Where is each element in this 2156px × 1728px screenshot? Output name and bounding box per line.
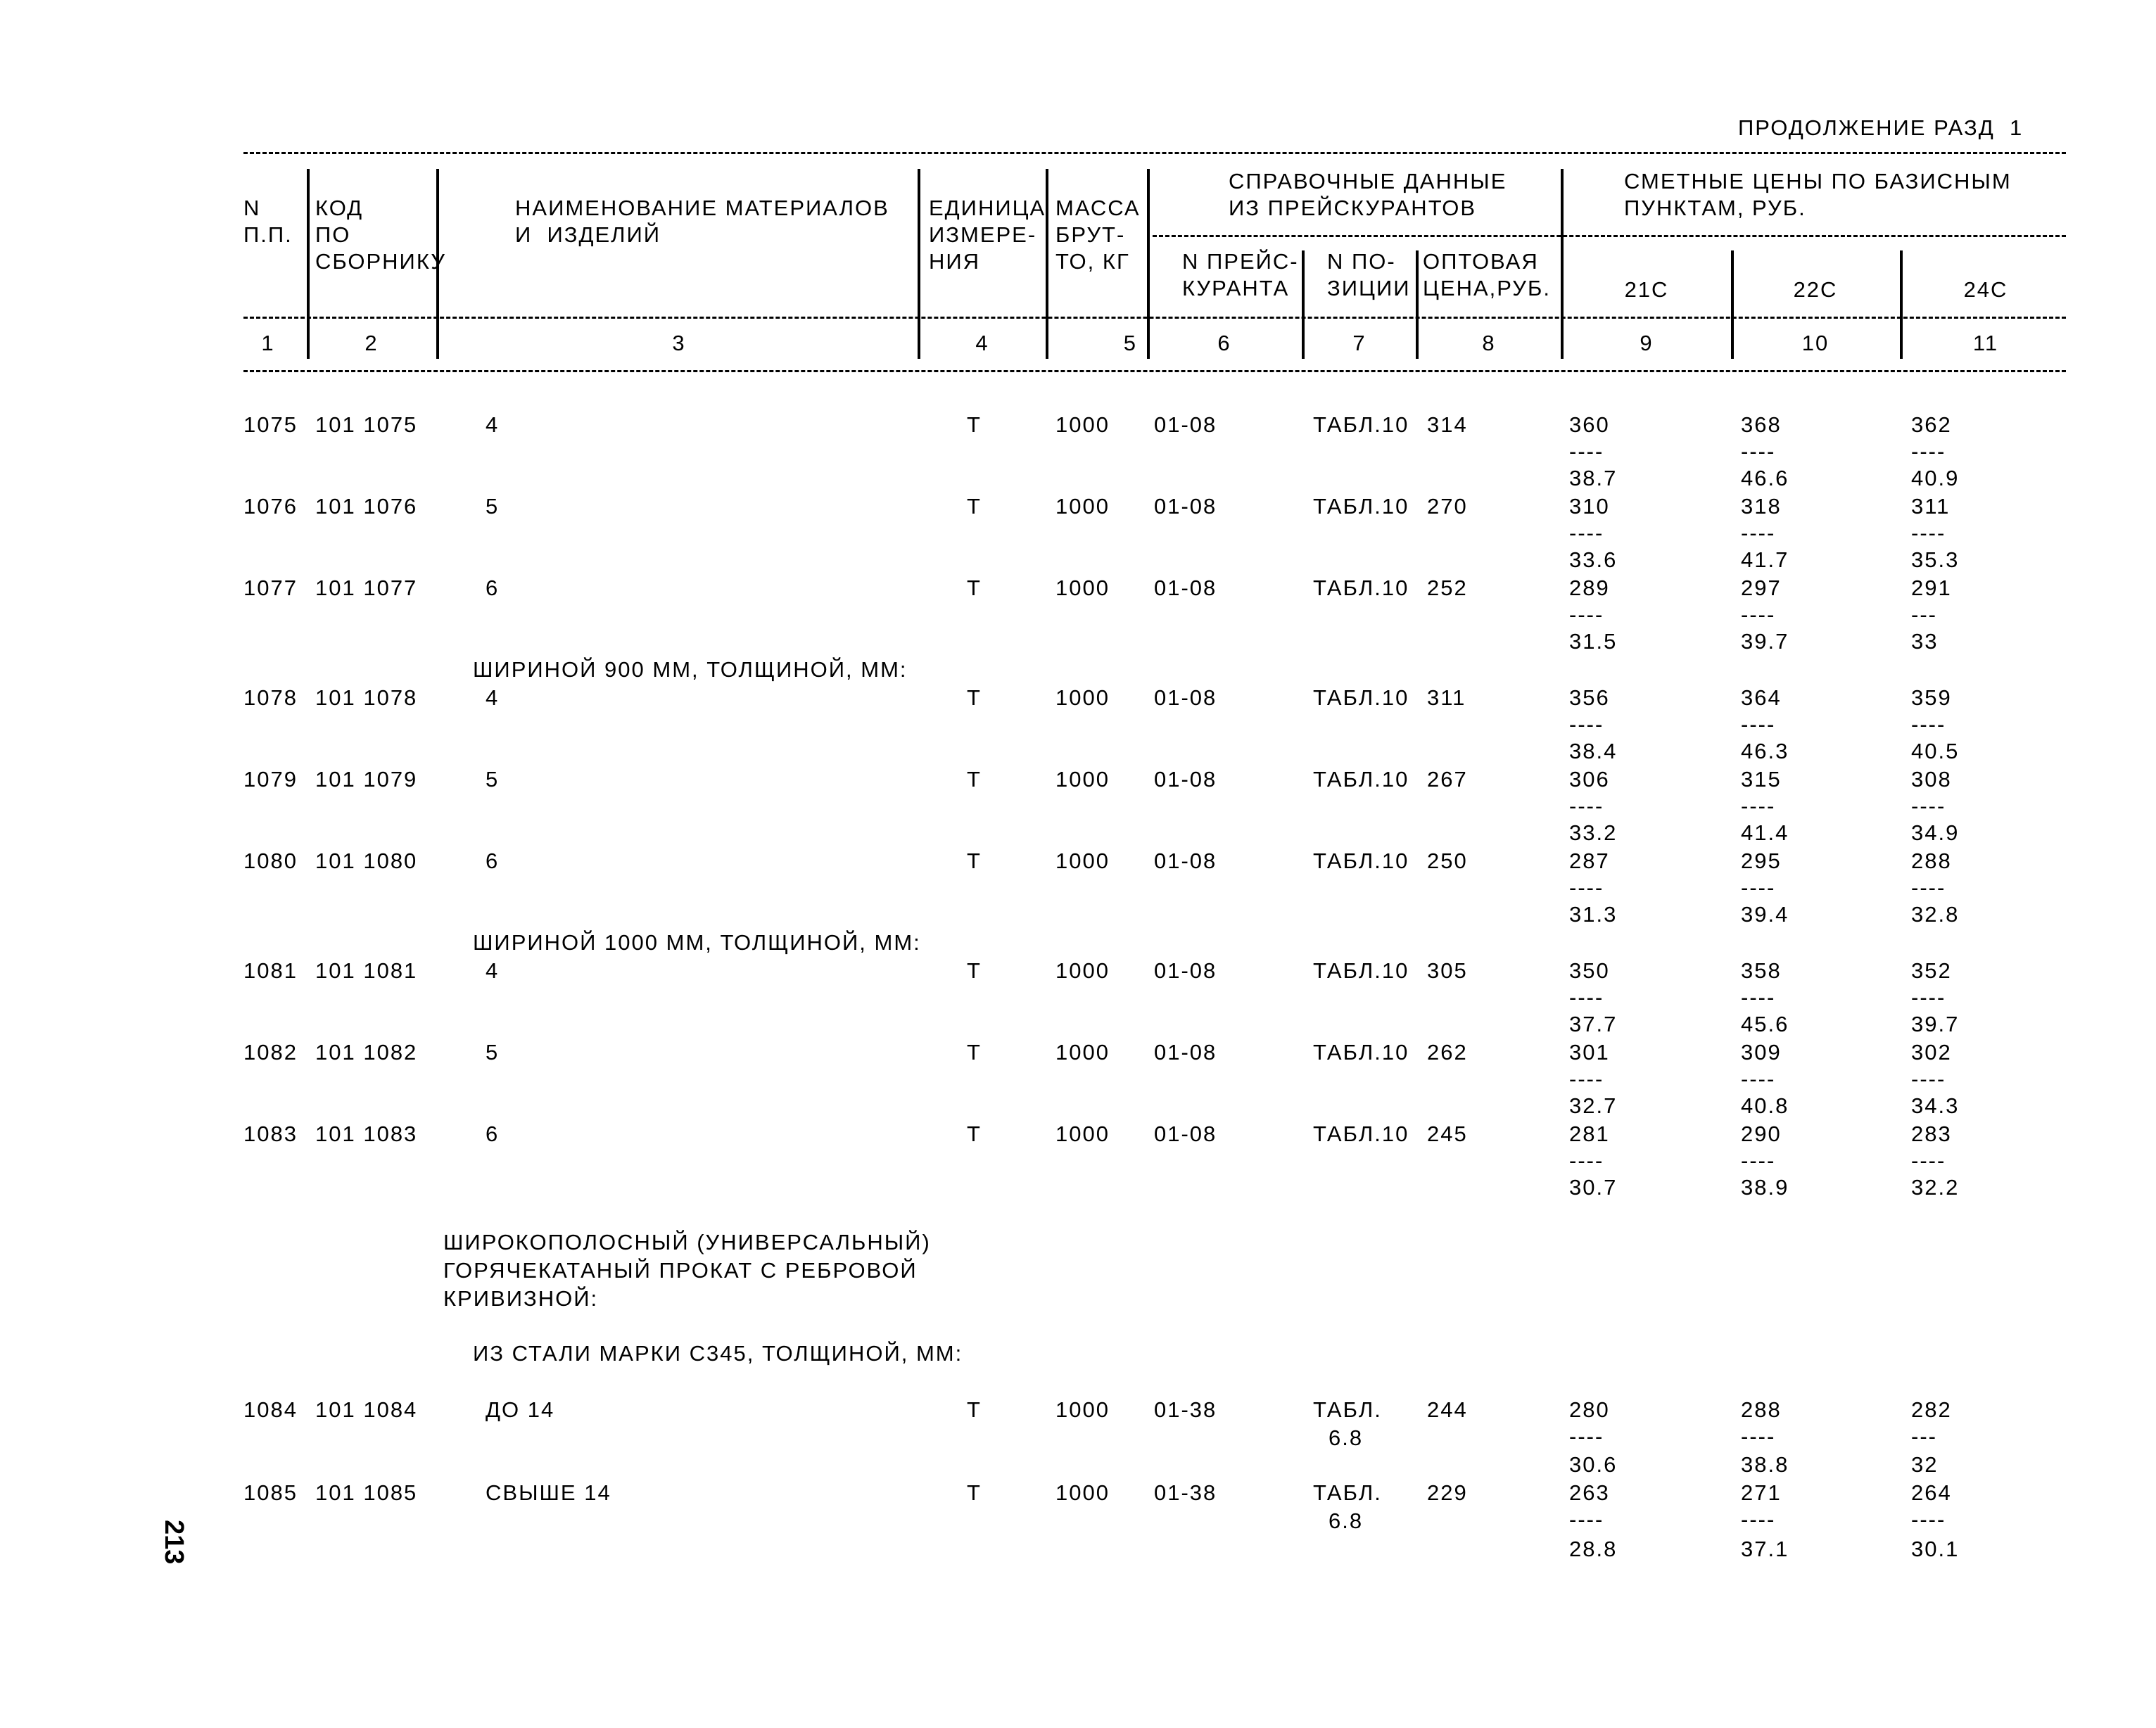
row-position: ТАБЛ.10 [1313,412,1409,437]
row-code: 101 1085 [315,1480,418,1505]
fraction-line: ---- [1569,602,1604,627]
row-name: 4 [486,685,500,710]
row-number: 1075 [243,412,298,437]
price-group-line2: ПУНКТАМ, РУБ. [1624,196,1806,220]
fraction-line: ---- [1569,875,1604,900]
row-wholesale-price: 314 [1427,412,1468,437]
colnum-6: 6 [1217,331,1231,355]
row-pricelist: 01-08 [1154,767,1217,792]
sub-24c: 40.5 [1911,739,1960,763]
price-21c: 289 [1569,576,1610,600]
fraction-line: ---- [1569,521,1604,545]
row-code: 101 1080 [315,849,418,873]
row-position: ТАБЛ.10 [1313,767,1409,792]
sub-21c: 30.6 [1569,1452,1618,1477]
fraction-line: ---- [1741,1507,1776,1532]
col8-line2: ЦЕНА,РУБ. [1423,276,1551,300]
row-number: 1083 [243,1122,298,1146]
section-title-wide-3: КРИВИЗНОЙ: [443,1286,599,1311]
sub-24c: 32 [1911,1452,1939,1477]
row-mass: 1000 [1055,1480,1110,1505]
row-position: ТАБЛ.10 [1313,1040,1409,1065]
price-24c: 362 [1911,412,1952,437]
header-bottom-rule [243,370,2066,372]
row-mass: 1000 [1055,685,1110,710]
col-sep-9 [1731,250,1734,359]
price-22c: 315 [1741,767,1782,792]
colnum-5: 5 [1123,331,1137,355]
fraction-line: ---- [1911,875,1946,900]
fraction-line: ---- [1911,985,1946,1010]
sub-21c: 31.3 [1569,902,1618,927]
fraction-line: ---- [1569,1148,1604,1173]
fraction-line: ---- [1741,439,1776,464]
row-number: 1079 [243,767,298,792]
col1-line1: N [243,196,261,220]
row-position: ТАБЛ.10 [1313,685,1409,710]
col3-line1: НАИМЕНОВАНИЕ МАТЕРИАЛОВ [515,196,889,220]
price-22c: 368 [1741,412,1782,437]
price-22c: 297 [1741,576,1782,600]
col-sep-5 [1147,169,1150,359]
colnum-7: 7 [1352,331,1366,355]
row-pricelist: 01-38 [1154,1397,1217,1422]
price-22c: 358 [1741,958,1782,983]
col6-line1: N ПРЕЙС- [1182,249,1299,274]
row-pricelist: 01-08 [1154,576,1217,600]
col5-line2: БРУТ- [1055,222,1126,247]
price-21c: 310 [1569,494,1610,519]
row-name: 4 [486,958,500,983]
row-code: 101 1083 [315,1122,418,1146]
price-21c: 356 [1569,685,1610,710]
row-unit: Т [967,1122,982,1146]
row-position: ТАБЛ.10 [1313,494,1409,519]
fraction-line: ---- [1741,602,1776,627]
row-mass: 1000 [1055,767,1110,792]
sub-24c: 33 [1911,629,1939,654]
fraction-line: ---- [1741,712,1776,737]
colnum-9: 9 [1640,331,1654,355]
fraction-line: ---- [1911,1507,1946,1532]
row-pricelist: 01-08 [1154,1122,1217,1146]
fraction-line: ---- [1911,521,1946,545]
row-wholesale-price: 305 [1427,958,1468,983]
row-number: 1080 [243,849,298,873]
row-name: 5 [486,767,500,792]
row-pricelist: 01-38 [1154,1480,1217,1505]
row-unit: Т [967,412,982,437]
fraction-line: --- [1911,1424,1937,1449]
fraction-line: ---- [1911,1067,1946,1091]
fraction-line: ---- [1741,875,1776,900]
row-name: 5 [486,1040,500,1065]
row-number: 1085 [243,1480,298,1505]
col4-line1: ЕДИНИЦА [929,196,1046,220]
row-code: 101 1076 [315,494,418,519]
row-name: 6 [486,1122,500,1146]
sub-24c: 34.3 [1911,1093,1960,1118]
row-unit: Т [967,849,982,873]
fraction-line: ---- [1569,1067,1604,1091]
price-22c: 271 [1741,1480,1782,1505]
row-mass: 1000 [1055,494,1110,519]
row-wholesale-price: 229 [1427,1480,1468,1505]
price-22c: 309 [1741,1040,1782,1065]
fraction-line: ---- [1911,439,1946,464]
price-22c: 364 [1741,685,1782,710]
row-wholesale-price: 252 [1427,576,1468,600]
price-24c: 308 [1911,767,1952,792]
sub-21c: 32.7 [1569,1093,1618,1118]
sub-22c: 39.4 [1741,902,1789,927]
colnum-4: 4 [975,331,989,355]
sub-21c: 38.7 [1569,466,1618,490]
row-pricelist: 01-08 [1154,685,1217,710]
section-title-900: ШИРИНОЙ 900 ММ, ТОЛЩИНОЙ, ММ: [473,657,908,682]
row-name: 5 [486,494,500,519]
row-name: 6 [486,849,500,873]
price-22c: 288 [1741,1397,1782,1422]
fraction-line: ---- [1569,1424,1604,1449]
price-24c: 302 [1911,1040,1952,1065]
row-mass: 1000 [1055,849,1110,873]
row-position-line2: 6.8 [1329,1425,1364,1450]
row-mass: 1000 [1055,576,1110,600]
row-mass: 1000 [1055,1122,1110,1146]
row-wholesale-price: 262 [1427,1040,1468,1065]
row-position: ТАБЛ.10 [1313,576,1409,600]
row-position: ТАБЛ. [1313,1480,1382,1505]
col4-line2: ИЗМЕРЕ- [929,222,1037,247]
col11-header: 24С [1963,277,2008,302]
sub-22c: 38.8 [1741,1452,1789,1477]
sub-22c: 40.8 [1741,1093,1789,1118]
price-22c: 290 [1741,1122,1782,1146]
sub-24c: 30.1 [1911,1537,1960,1561]
row-mass: 1000 [1055,1397,1110,1422]
row-number: 1082 [243,1040,298,1065]
fraction-line: ---- [1569,439,1604,464]
sub-21c: 28.8 [1569,1537,1618,1561]
row-unit: Т [967,1480,982,1505]
sub-24c: 35.3 [1911,547,1960,572]
row-number: 1076 [243,494,298,519]
row-name: ДО 14 [486,1397,555,1422]
fraction-line: ---- [1569,794,1604,818]
col-sep-3 [918,169,920,359]
row-code: 101 1078 [315,685,418,710]
sub-22c: 41.7 [1741,547,1789,572]
col3-line2: И ИЗДЕЛИЙ [515,222,661,247]
colnum-11: 11 [1972,331,1999,355]
row-unit: Т [967,767,982,792]
col4-line3: НИЯ [929,249,981,274]
row-mass: 1000 [1055,1040,1110,1065]
header-top-rule [243,152,2066,154]
fraction-line: ---- [1741,1424,1776,1449]
row-position: ТАБЛ.10 [1313,1122,1409,1146]
sub-22c: 39.7 [1741,629,1789,654]
fraction-line: ---- [1569,985,1604,1010]
col6-line2: КУРАНТА [1182,276,1290,300]
sub-21c: 31.5 [1569,629,1618,654]
row-wholesale-price: 267 [1427,767,1468,792]
col-sep-7 [1416,250,1419,359]
page-number: 213 [159,1520,189,1565]
row-code: 101 1077 [315,576,418,600]
price-24c: 282 [1911,1397,1952,1422]
sub-21c: 33.2 [1569,820,1618,845]
price-group-line1: СМЕТНЫЕ ЦЕНЫ ПО БАЗИСНЫМ [1624,169,2012,193]
sub-24c: 32.8 [1911,902,1960,927]
ref-group-line2: ИЗ ПРЕЙСКУРАНТОВ [1229,196,1477,220]
row-pricelist: 01-08 [1154,958,1217,983]
row-number: 1084 [243,1397,298,1422]
col-sep-6 [1302,250,1305,359]
fraction-line: ---- [1911,1148,1946,1173]
sub-22c: 45.6 [1741,1012,1789,1036]
row-unit: Т [967,958,982,983]
sub-22c: 41.4 [1741,820,1789,845]
row-wholesale-price: 270 [1427,494,1468,519]
fraction-line: --- [1911,602,1937,627]
col5-line1: МАССА [1055,196,1141,220]
continuation-label: ПРОДОЛЖЕНИЕ РАЗД 1 [1738,115,2024,140]
price-21c: 281 [1569,1122,1610,1146]
fraction-line: ---- [1741,794,1776,818]
row-position-line2: 6.8 [1329,1508,1364,1533]
section-title-wide-2: ГОРЯЧЕКАТАНЫЙ ПРОКАТ С РЕБРОВОЙ [443,1258,918,1283]
row-position: ТАБЛ. [1313,1397,1382,1422]
price-24c: 359 [1911,685,1952,710]
section-title-c345: ИЗ СТАЛИ МАРКИ С345, ТОЛЩИНОЙ, ММ: [473,1341,963,1366]
sub-24c: 32.2 [1911,1175,1960,1200]
row-name: 4 [486,412,500,437]
col-sep-10 [1900,250,1903,359]
header-group-rule [1153,235,2066,237]
sub-21c: 37.7 [1569,1012,1618,1036]
sub-24c: 39.7 [1911,1012,1960,1036]
row-wholesale-price: 250 [1427,849,1468,873]
colnum-2: 2 [364,331,379,355]
price-21c: 287 [1569,849,1610,873]
col-sep-8 [1561,169,1564,359]
section-title-1000: ШИРИНОЙ 1000 ММ, ТОЛЩИНОЙ, ММ: [473,930,921,955]
row-code: 101 1081 [315,958,418,983]
sub-22c: 37.1 [1741,1537,1789,1561]
price-24c: 283 [1911,1122,1952,1146]
col7-line1: N ПО- [1327,249,1396,274]
sub-21c: 38.4 [1569,739,1618,763]
colnum-8: 8 [1482,331,1496,355]
col7-line2: ЗИЦИИ [1327,276,1411,300]
row-number: 1077 [243,576,298,600]
price-24c: 291 [1911,576,1952,600]
col5-line3: ТО, КГ [1055,249,1130,274]
col10-header: 22С [1793,277,1838,302]
fraction-line: ---- [1741,521,1776,545]
row-number: 1078 [243,685,298,710]
col2-line2: ПО [315,222,351,247]
row-unit: Т [967,685,982,710]
row-unit: Т [967,1397,982,1422]
row-code: 101 1082 [315,1040,418,1065]
sub-21c: 33.6 [1569,547,1618,572]
sub-22c: 38.9 [1741,1175,1789,1200]
fraction-line: ---- [1569,712,1604,737]
price-24c: 311 [1911,494,1951,519]
colnum-10: 10 [1801,331,1830,355]
fraction-line: ---- [1569,1507,1604,1532]
col2-line3: СБОРНИКУ [315,249,446,274]
sub-21c: 30.7 [1569,1175,1618,1200]
header-mid-rule [243,317,2066,319]
fraction-line: ---- [1741,1148,1776,1173]
row-pricelist: 01-08 [1154,849,1217,873]
price-21c: 360 [1569,412,1610,437]
row-pricelist: 01-08 [1154,1040,1217,1065]
col-sep-4 [1046,169,1048,359]
row-code: 101 1079 [315,767,418,792]
col9-header: 21С [1624,277,1669,302]
col2-line1: КОД [315,196,364,220]
row-name: 6 [486,576,500,600]
price-21c: 263 [1569,1480,1610,1505]
col8-line1: ОПТОВАЯ [1423,249,1539,274]
price-21c: 301 [1569,1040,1610,1065]
price-22c: 318 [1741,494,1782,519]
row-mass: 1000 [1055,412,1110,437]
row-name: СВЫШЕ 14 [486,1480,611,1505]
sub-24c: 34.9 [1911,820,1960,845]
price-24c: 352 [1911,958,1952,983]
fraction-line: ---- [1911,712,1946,737]
sub-22c: 46.3 [1741,739,1789,763]
colnum-1: 1 [261,331,275,355]
row-wholesale-price: 311 [1427,685,1466,710]
row-wholesale-price: 244 [1427,1397,1468,1422]
price-22c: 295 [1741,849,1782,873]
row-code: 101 1084 [315,1397,418,1422]
fraction-line: ---- [1741,1067,1776,1091]
row-code: 101 1075 [315,412,418,437]
row-number: 1081 [243,958,298,983]
sub-24c: 40.9 [1911,466,1960,490]
sub-22c: 46.6 [1741,466,1789,490]
colnum-3: 3 [672,331,686,355]
price-21c: 306 [1569,767,1610,792]
row-wholesale-price: 245 [1427,1122,1468,1146]
row-position: ТАБЛ.10 [1313,958,1409,983]
price-24c: 264 [1911,1480,1952,1505]
row-pricelist: 01-08 [1154,412,1217,437]
fraction-line: ---- [1741,985,1776,1010]
row-unit: Т [967,576,982,600]
price-21c: 350 [1569,958,1610,983]
col1-line2: П.П. [243,222,293,247]
fraction-line: ---- [1911,794,1946,818]
row-pricelist: 01-08 [1154,494,1217,519]
row-position: ТАБЛ.10 [1313,849,1409,873]
price-24c: 288 [1911,849,1952,873]
row-unit: Т [967,494,982,519]
row-mass: 1000 [1055,958,1110,983]
row-unit: Т [967,1040,982,1065]
section-title-wide-1: ШИРОКОПОЛОСНЫЙ (УНИВЕРСАЛЬНЫЙ) [443,1230,931,1254]
price-21c: 280 [1569,1397,1610,1422]
ref-group-line1: СПРАВОЧНЫЕ ДАННЫЕ [1229,169,1507,193]
col-sep-1 [307,169,310,359]
